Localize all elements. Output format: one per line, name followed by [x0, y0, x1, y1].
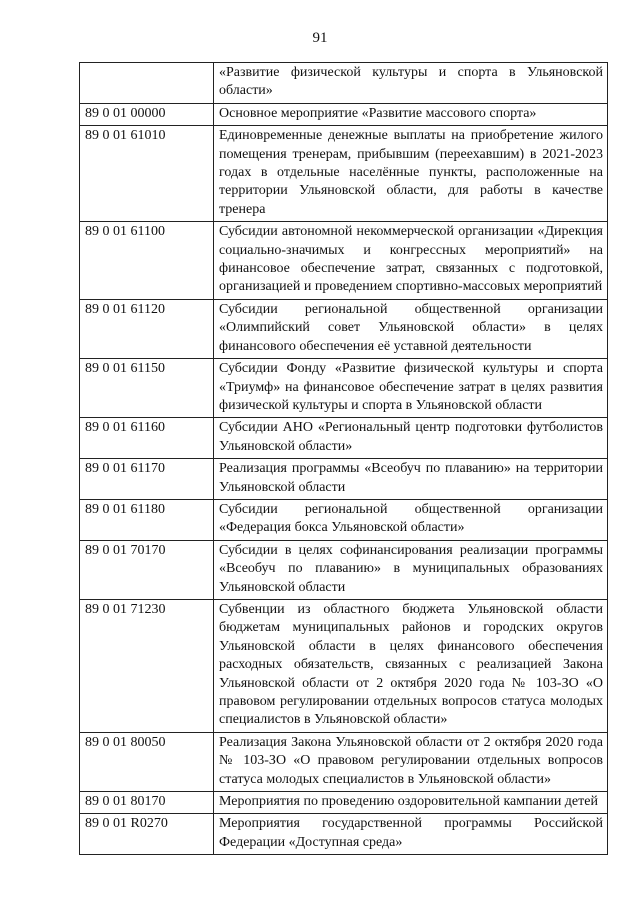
budget-code-cell: 89 0 01 80170: [80, 792, 214, 814]
table-row: [80, 103, 608, 125]
description-cell: Субсидии региональной общественной организации «Федерация бокса Ульяновской области»: [214, 499, 608, 540]
description-cell: Субсидии в целях софинансирования реализации программы «Всеобуч по плаванию» в муниципальных образованиях Ульяновской области: [214, 540, 608, 599]
table-row: [80, 359, 608, 418]
table-row: [80, 126, 608, 222]
description-cell: Мероприятия по проведению оздоровительной кампании детей: [214, 792, 608, 814]
budget-code-cell: 89 0 01 R0270: [80, 814, 214, 855]
budget-code-cell: 89 0 01 61150: [80, 359, 214, 418]
budget-code-cell: [80, 63, 214, 104]
table-row: [80, 459, 608, 500]
budget-code-cell: 89 0 01 61120: [80, 299, 214, 358]
description-cell: Реализация программы «Всеобуч по плаванию» на территории Ульяновской области: [214, 459, 608, 500]
table-row: [80, 792, 608, 814]
description-cell: Субсидии автономной некоммерческой организации «Дирекция социально-значимых и конгрессных мероприятий» на финансовое обеспечение затрат, связанных с подготовкой, организацией и проведением спортивно-массовых мероприятий: [214, 222, 608, 300]
budget-code-cell: 89 0 01 80050: [80, 732, 214, 791]
budget-code-cell: 89 0 01 61010: [80, 126, 214, 222]
table-row: [80, 732, 608, 791]
budget-code-cell: 89 0 01 70170: [80, 540, 214, 599]
table-row: [80, 599, 608, 732]
budget-code-cell: 89 0 01 61180: [80, 499, 214, 540]
page-number: 91: [312, 30, 328, 46]
table-row: [80, 222, 608, 300]
table-row: [80, 63, 608, 104]
description-cell: Основное мероприятие «Развитие массового спорта»: [214, 103, 608, 125]
budget-code-cell: 89 0 01 61170: [80, 459, 214, 500]
budget-code-cell: 89 0 01 00000: [80, 103, 214, 125]
description-cell: Реализация Закона Ульяновской области от 2 октября 2020 года № 103-ЗО «О правовом регулировании отдельных вопросов статуса молодых специалистов в Ульяновской области»: [214, 732, 608, 791]
budget-code-table: [79, 62, 608, 855]
table-row: [80, 540, 608, 599]
description-cell: «Развитие физической культуры и спорта в Ульяновской области»: [214, 63, 608, 104]
table-row: [80, 499, 608, 540]
description-cell: Субсидии региональной общественной организации «Олимпийский совет Ульяновской области» в целях финансового обеспечения её уставной деятельности: [214, 299, 608, 358]
table-row: [80, 814, 608, 855]
budget-code-cell: 89 0 01 61160: [80, 418, 214, 459]
budget-code-cell: 89 0 01 71230: [80, 599, 214, 732]
description-cell: Субсидии АНО «Региональный центр подготовки футболистов Ульяновской области»: [214, 418, 608, 459]
description-cell: Мероприятия государственной программы Российской Федерации «Доступная среда»: [214, 814, 608, 855]
table-body: [80, 63, 608, 855]
description-cell: Субсидии Фонду «Развитие физической культуры и спорта «Триумф» на финансовое обеспечение затрат в целях развития физической культуры и спорта в Ульяновской области: [214, 359, 608, 418]
budget-code-cell: 89 0 01 61100: [80, 222, 214, 300]
table-row: [80, 299, 608, 358]
description-cell: Единовременные денежные выплаты на приобретение жилого помещения тренерам, прибывшим (переехавшим) в 2021-2023 годах в отдельные населённые пункты, расположенные на территории Ульяновской области, для работы в качестве тренера: [214, 126, 608, 222]
description-cell: Субвенции из областного бюджета Ульяновской области бюджетам муниципальных районов и городских округов Ульяновской области в целях финансового обеспечения расходных обязательств, связанных с реализацией Закона Ульяновской области от 2 октября 2020 года № 103-ЗО «О правовом регулировании отдельных вопросов статуса молодых специалистов в Ульяновской области»: [214, 599, 608, 732]
table-row: [80, 418, 608, 459]
